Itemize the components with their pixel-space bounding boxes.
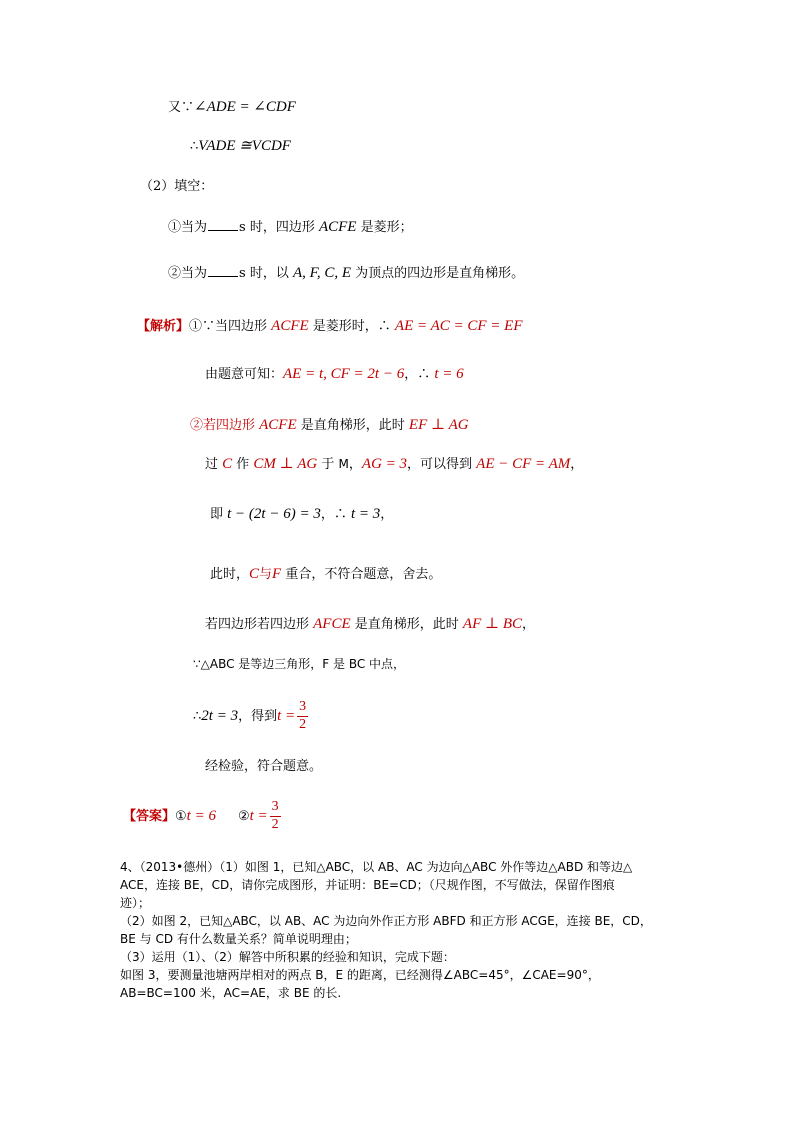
answer-2-math: t =: [249, 807, 268, 824]
problem-4-line-4: （2）如图 2，已知△ABC，以 AB、AC 为边向外作正方形 ABFD 和正方形 ACGE，连接 BE，CD，: [120, 914, 652, 928]
part2-heading: （2）填空：: [140, 179, 214, 194]
analysis-l5-math: t − (2t − 6) = 3: [227, 506, 321, 522]
analysis-l3-b: 是直角梯形，此时: [296, 418, 409, 433]
q1-prefix: ①当为: [168, 220, 208, 235]
analysis-l6-math2: F: [272, 566, 282, 582]
analysis-l1-a: ①∵当四边形: [189, 319, 272, 334]
analysis-line-5: [210, 507, 393, 522]
analysis-l7-b: 是直角梯形，此时: [350, 617, 463, 632]
problem-4-line-7: 如图 3，要测量池塘两岸相对的两点 B，E 的距离，已经测得∠ABC=45°，∠CAE=90°，: [120, 968, 600, 982]
analysis-l2-b: ，∴: [404, 367, 435, 382]
fraction-denominator: 2: [299, 716, 307, 732]
analysis-line-6: [210, 567, 441, 582]
analysis-l7-c: ，: [522, 617, 536, 632]
q2-blank: [208, 266, 238, 277]
analysis-l6-math: C: [249, 566, 260, 582]
fraction-numerator: 3: [297, 700, 308, 717]
analysis-l4-math: CM ⊥ AG: [253, 456, 318, 472]
problem-4-line-8: AB=BC=100 米，AC=AE，求 BE 的长.: [120, 986, 342, 1000]
analysis-line-2: [205, 367, 464, 382]
q2-suffix: 为顶点的四边形是直角梯形。: [351, 266, 525, 281]
proof-line-2-prefix: ∴: [190, 139, 199, 154]
analysis-l4-a: 过: [205, 457, 223, 472]
proof-line-2-math: VADE ≅VCDF: [198, 138, 291, 154]
analysis-l9-math: 2t = 3: [201, 707, 239, 724]
part2-question-2: [168, 266, 524, 281]
analysis-l5-math2: t = 3: [350, 506, 381, 522]
analysis-l4-c: C: [222, 456, 233, 472]
problem-4-line-5: BE 与 CD 有什么数量关系？简单说明理由；: [120, 932, 357, 946]
q1-shape: ACFE: [318, 219, 357, 235]
analysis-l6-a: 此时，: [210, 567, 250, 582]
problem-4-line-1: 4、（2013•德州）（1）如图 1，已知△ABC，以 AB、AC 为边向△ABC 外作等边△ABD 和等边△: [120, 860, 633, 874]
analysis-line-3: [190, 418, 469, 433]
part2-question-1: [168, 220, 413, 235]
q1-suffix: 是菱形；: [356, 220, 413, 235]
fraction-denominator: 2: [271, 816, 279, 832]
fraction-numerator: 3: [270, 800, 281, 817]
problem-4-line-2: ACE，连接 BE，CD，请你完成图形，并证明：BE=CD；（尺规作图，不写做法，保留作图痕: [120, 878, 615, 892]
analysis-l2-math: AE = t, CF = 2t − 6: [283, 366, 405, 382]
analysis-l3-math: EF ⊥ AG: [408, 417, 469, 433]
q1-unit: s 时，四边形: [239, 220, 319, 235]
analysis-line-9: [193, 700, 308, 732]
analysis-l9-b: ，得到: [238, 708, 278, 724]
analysis-l9-math2: t =: [277, 707, 296, 724]
analysis-l4-c2: 于: [317, 457, 339, 472]
answer-2-fraction: [270, 800, 281, 832]
analysis-l4-math2: AG = 3: [361, 456, 408, 472]
proof-line-1-prefix: 又∵: [168, 100, 195, 115]
analysis-line-1: [137, 319, 523, 334]
analysis-l2-a: 由题意可知：: [205, 367, 284, 382]
q2-points: A, F, C, E: [292, 265, 352, 281]
analysis-l4-m: M: [338, 457, 349, 471]
analysis-l7-shape: AFCE: [313, 616, 351, 632]
answer-line: [123, 800, 281, 832]
answer-label: 【答案】: [123, 808, 176, 824]
analysis-l6-b: 与: [259, 567, 273, 582]
answer-1-math: t = 6: [186, 807, 216, 824]
analysis-l3-a: ②若四边形: [190, 418, 260, 433]
analysis-l5-b: ，∴: [320, 507, 351, 522]
q2-unit: s 时，以: [239, 266, 293, 281]
analysis-l1-shape: ACFE: [271, 318, 309, 334]
answer-2-prefix: ②: [237, 808, 250, 824]
analysis-l1-b: 是菱形时，∴: [308, 319, 395, 334]
analysis-l7-math: AF ⊥ BC: [462, 616, 523, 632]
answer-1-prefix: ①: [175, 808, 187, 824]
q2-prefix: ②当为: [168, 266, 208, 281]
analysis-l6-c: 重合，不符合题意，舍去。: [281, 567, 442, 582]
analysis-l3-shape: ACFE: [259, 417, 297, 433]
analysis-l4-math3: AE − CF = AM: [476, 456, 571, 472]
analysis-l2-math2: t = 6: [434, 366, 464, 382]
problem-4-line-6: （3）运用（1）、（2）解答中所积累的经验和知识，完成下题：: [120, 950, 455, 964]
analysis-line-7: [205, 617, 535, 632]
analysis-l4-e: ，可以得到: [407, 457, 477, 472]
analysis-line-10: 经检验，符合题意。: [205, 759, 323, 774]
analysis-l7-a: 若四边形若四边形: [205, 617, 314, 632]
analysis-label: 【解析】: [137, 319, 190, 334]
proof-line-2: [190, 139, 291, 154]
proof-line-1: [168, 100, 296, 115]
analysis-l9-a: ∴: [193, 708, 202, 724]
q1-blank: [208, 220, 238, 231]
problem-4-line-3: 迹）；: [120, 896, 151, 910]
analysis-l5-c: ，: [380, 507, 394, 522]
analysis-l4-f: ，: [570, 457, 584, 472]
analysis-line-4: [205, 457, 583, 472]
analysis-l9-fraction: [297, 700, 308, 732]
proof-line-1-math: ∠ADE = ∠CDF: [194, 99, 296, 115]
analysis-l4-d: ，: [348, 457, 362, 472]
analysis-l1-math: AE = AC = CF = EF: [394, 318, 523, 334]
problem-4: [120, 858, 680, 1002]
analysis-l5-a: 即: [210, 507, 228, 522]
analysis-l4-b: 作: [232, 457, 254, 472]
analysis-line-8: ∵△ABC 是等边三角形，F 是 BC 中点，: [193, 657, 406, 671]
